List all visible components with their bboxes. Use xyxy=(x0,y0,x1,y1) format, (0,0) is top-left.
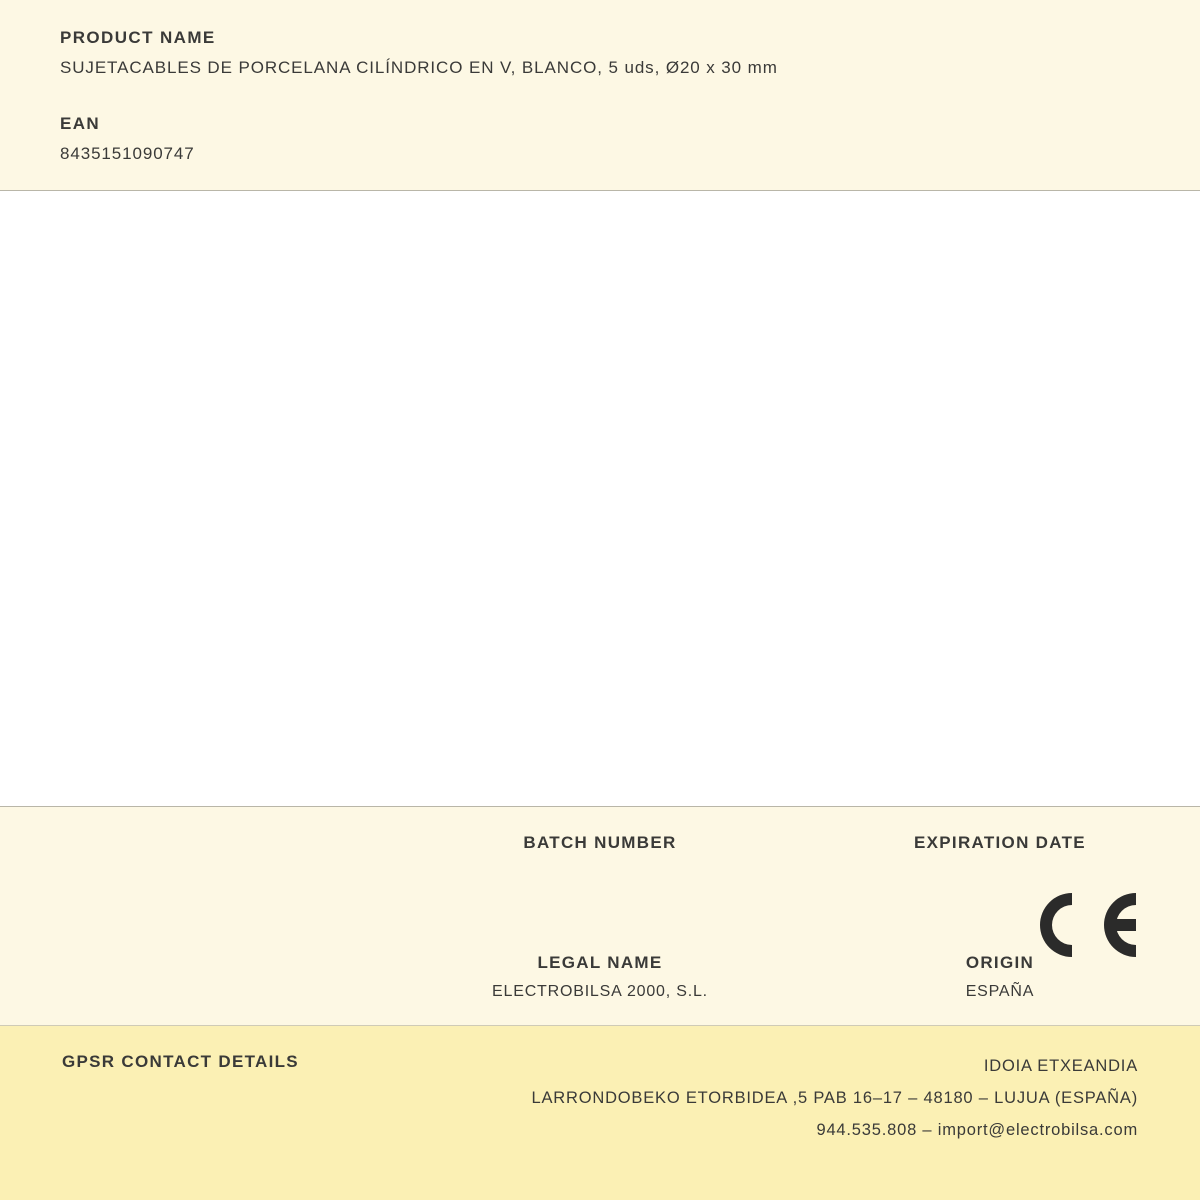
product-info-block xyxy=(0,807,1200,1026)
legal-name-label: LEGAL NAME xyxy=(537,953,663,972)
gpsr-contact-name: IDOIA ETXEANDIA xyxy=(983,1057,1138,1075)
batch-number-field xyxy=(400,833,800,883)
product-name-field xyxy=(60,28,1140,78)
batch-number-label: BATCH NUMBER xyxy=(523,833,677,852)
expiration-date-label: EXPIRATION DATE xyxy=(914,833,1086,852)
expiration-date-field xyxy=(800,833,1200,883)
expiration-date-value xyxy=(800,863,1200,883)
legal-name-value: ELECTROBILSA 2000, S.L. xyxy=(492,983,708,1000)
legal-name-field xyxy=(400,953,800,1003)
gpsr-footer xyxy=(0,1026,1200,1200)
gpsr-contact-details-label: GPSR CONTACT DETAILS xyxy=(62,1052,299,1071)
product-header-block xyxy=(0,0,1200,191)
origin-field xyxy=(800,953,1200,1003)
batch-number-value xyxy=(400,863,800,883)
ean-value: 8435151090747 xyxy=(60,144,195,163)
product-name-label: PRODUCT NAME xyxy=(60,28,216,47)
ce-marking-icon xyxy=(1028,885,1138,965)
info-row-batch-expiration xyxy=(0,833,1200,883)
product-image-area xyxy=(0,191,1200,807)
info-col-spacer-1 xyxy=(0,833,400,883)
gpsr-contact-info xyxy=(532,1050,1139,1147)
origin-value: ESPAÑA xyxy=(965,983,1035,1000)
origin-label: ORIGIN xyxy=(965,953,1035,972)
product-name-value: SUJETACABLES DE PORCELANA CILÍNDRICO EN V, BLANCO, 5 uds, Ø20 x 30 mm xyxy=(60,58,778,77)
gpsr-phone-email: 944.535.808 – import@electrobilsa.com xyxy=(816,1121,1138,1140)
gpsr-address: LARRONDOBEKO ETORBIDEA ,5 PAB 16–17 – 48180 – LUJUA (ESPAÑA) xyxy=(531,1089,1138,1108)
info-row-legal-origin xyxy=(0,953,1200,1003)
info-col-spacer-2 xyxy=(0,953,400,1003)
ean-label: EAN xyxy=(60,114,101,133)
ean-field xyxy=(60,114,1140,164)
